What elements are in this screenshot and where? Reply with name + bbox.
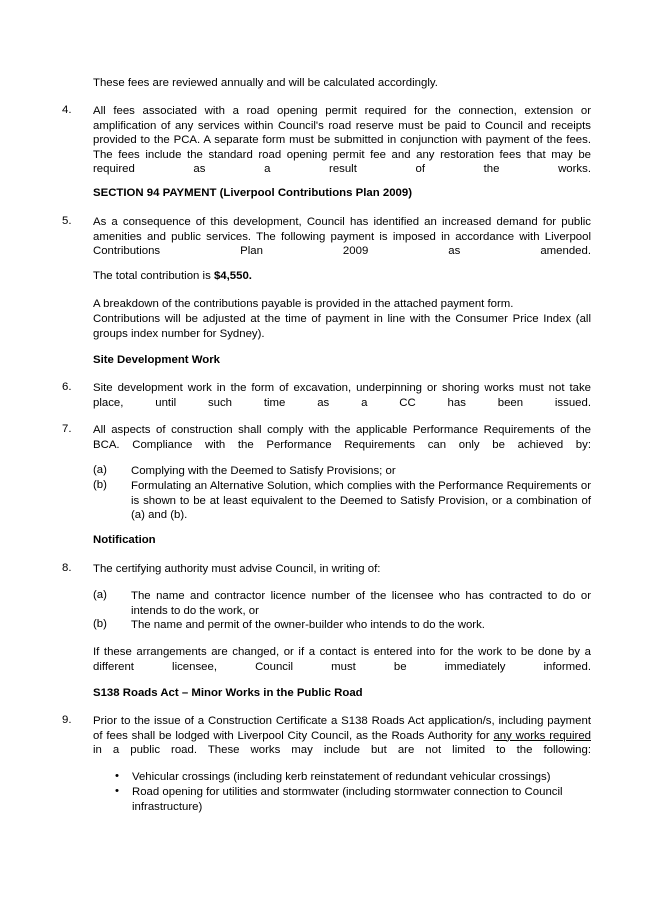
sub-label: (a) <box>93 464 107 476</box>
sub-text: The name and permit of the owner-builder who intends to do the work. <box>131 619 485 631</box>
item-text-part: Prior to the issue of a Construction Certificate a S138 Roads Act application/s, including payment of fees shall be lodged with Liverpool City Council, as the Roads Authority for <box>93 715 591 742</box>
intro-text: These fees are reviewed annually and will be calculated accordingly. <box>93 77 438 89</box>
item-text: As a consequence of this development, Council has identified an increased demand for public amenities and public services. The following payment is imposed in accordance with Liverpool Contributions Plan 2009 as amended. <box>93 216 591 257</box>
bullet-icon: • <box>115 785 119 797</box>
bullet-icon: • <box>115 770 119 782</box>
sub-label: (a) <box>93 589 107 601</box>
contribution-label: The total contribution is <box>93 270 214 282</box>
adjust-text: Contributions will be adjusted at the time of payment in line with the Consumer Price Index (all groups index number for Sydney). <box>93 313 591 340</box>
item-number: 7. <box>62 423 72 435</box>
underlined-text: any works required <box>493 729 591 742</box>
sub-label: (b) <box>93 618 107 630</box>
item-text: The certifying authority must advise Council, in writing of: <box>93 563 381 575</box>
total-contribution <box>93 270 252 282</box>
item-number: 8. <box>62 562 72 574</box>
breakdown-text: A breakdown of the contributions payable is provided in the attached payment form. <box>93 298 514 310</box>
item-text: Site development work in the form of excavation, underpinning or shoring works must not take place, until such time as a CC has been issued. <box>93 382 591 409</box>
item-text: All aspects of construction shall comply with the applicable Performance Requirements of the BCA. Compliance with the Performance Requirements can only be achieved by: <box>93 424 591 451</box>
item-number: 4. <box>62 104 72 116</box>
item-number: 5. <box>62 215 72 227</box>
bullet-item: Road opening for utilities and stormwater (including stormwater connection to Council infrastructure) <box>132 786 563 813</box>
sub-text: Formulating an Alternative Solution, which complies with the Performance Requirements or is shown to be at least equivalent to the Deemed to Satisfy Provision, or a combination of (a) and (b). <box>131 480 591 521</box>
section-heading: SECTION 94 PAYMENT (Liverpool Contributions Plan 2009) <box>93 187 412 199</box>
item-text-part: in a public road. These works may include but are not limited to the following: <box>93 744 591 756</box>
section-heading: Site Development Work <box>93 354 221 366</box>
item-number: 9. <box>62 714 72 726</box>
item-text: All fees associated with a road opening permit required for the connection, extension or amplification of any services within Council's road reserve must be paid to Council and receipts provided to the PCA. A separate form must be submitted in conjunction with payment of the fees. The fees include the standard road opening permit fee and any restoration fees that may be required as a result of the works. <box>93 105 591 175</box>
sub-text: Complying with the Deemed to Satisfy Provisions; or <box>131 465 396 477</box>
contribution-amount: $4,550. <box>213 270 252 282</box>
notification-note: If these arrangements are changed, or if a contact is entered into for the work to be done by a different licensee, Council must be immediately informed. <box>93 646 591 673</box>
section-heading: Notification <box>93 534 156 546</box>
bullet-item: Vehicular crossings (including kerb reinstatement of redundant vehicular crossings) <box>132 771 551 783</box>
sub-label: (b) <box>93 479 107 491</box>
section-heading: S138 Roads Act – Minor Works in the Public Road <box>93 687 363 699</box>
item-number: 6. <box>62 381 72 393</box>
item-text <box>93 714 591 772</box>
sub-text: The name and contractor licence number of the licensee who has contracted to do or intends to do the work, or <box>131 590 591 617</box>
